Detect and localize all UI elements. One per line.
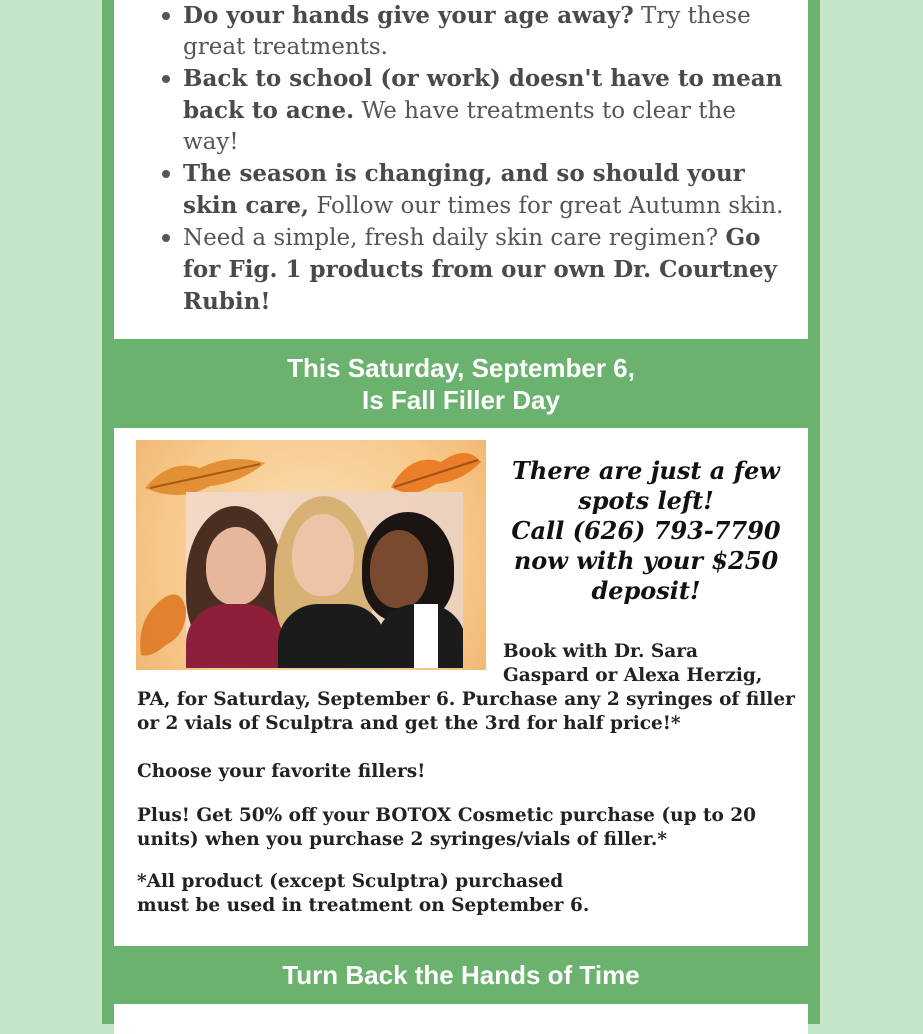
bullet-icon — [162, 75, 170, 83]
heading-line: Is Fall Filler Day — [362, 385, 560, 415]
list-item — [159, 158, 789, 222]
booking-line: Book with Dr. Sara — [503, 641, 699, 662]
botox-offer: Plus! Get 50% off your BOTOX Cosmetic purchase (up to 20 units) when you purchase 2 syringes/vials of filler.* — [137, 805, 757, 850]
list-item-text: We have treatments to clear the way! — [183, 98, 736, 155]
list-item — [159, 0, 789, 63]
fillers-line: Choose your favorite fillers! — [137, 761, 426, 782]
promo-panel — [114, 428, 808, 946]
list-item-bold: The season is changing, and so should your skin care, — [183, 160, 745, 219]
list-item-text: Need a simple, fresh daily skin care regimen? — [183, 225, 726, 251]
list-item — [159, 222, 789, 318]
email-frame — [102, 0, 820, 1024]
booking-text — [503, 640, 803, 688]
autumn-leaf-icon — [136, 580, 191, 660]
booking-line: Gaspard or Alexa Herzig, — [503, 665, 763, 686]
callout-line: deposit! — [591, 576, 701, 605]
list-item-bold: Go for Fig. 1 products from our own Dr. Courtney Rubin! — [183, 224, 778, 315]
disclaimer-note: *All product (except Sculptra) purchased must be used in treatment on September 6. — [137, 871, 590, 916]
callout-line: now with your $250 — [513, 546, 779, 575]
next-panel — [114, 1004, 808, 1034]
list-item-text: Follow our times for great Autumn skin. — [309, 193, 784, 219]
promo-callout — [501, 456, 791, 606]
callout-line: spots left! — [578, 486, 714, 515]
list-item-bold: Do your hands give your age away? — [183, 2, 634, 29]
tips-panel — [114, 0, 808, 339]
bullet-icon — [162, 170, 170, 178]
callout-line: There are just a few — [512, 456, 780, 485]
list-item-bold: Back to school (or work) doesn't have to mean back to acne. — [183, 65, 783, 124]
section-heading-hands: Turn Back the Hands of Time — [282, 960, 640, 990]
list-item — [159, 63, 789, 158]
promo-image[interactable] — [136, 440, 486, 670]
bullet-icon — [162, 234, 170, 242]
heading-line: This Saturday, September 6, — [287, 353, 635, 383]
bullet-icon — [162, 12, 170, 20]
tips-list — [159, 0, 789, 318]
booking-details: PA, for Saturday, September 6. Purchase any 2 syringes of filler or 2 vials of Sculptra and get the 3rd for half price!* — [137, 689, 795, 734]
section-heading-filler-day — [102, 352, 820, 416]
phone-number[interactable]: Call (626) 793-7790 — [511, 516, 781, 545]
list-item-text: Try these great treatments. — [183, 3, 751, 60]
models-photo — [186, 492, 463, 668]
